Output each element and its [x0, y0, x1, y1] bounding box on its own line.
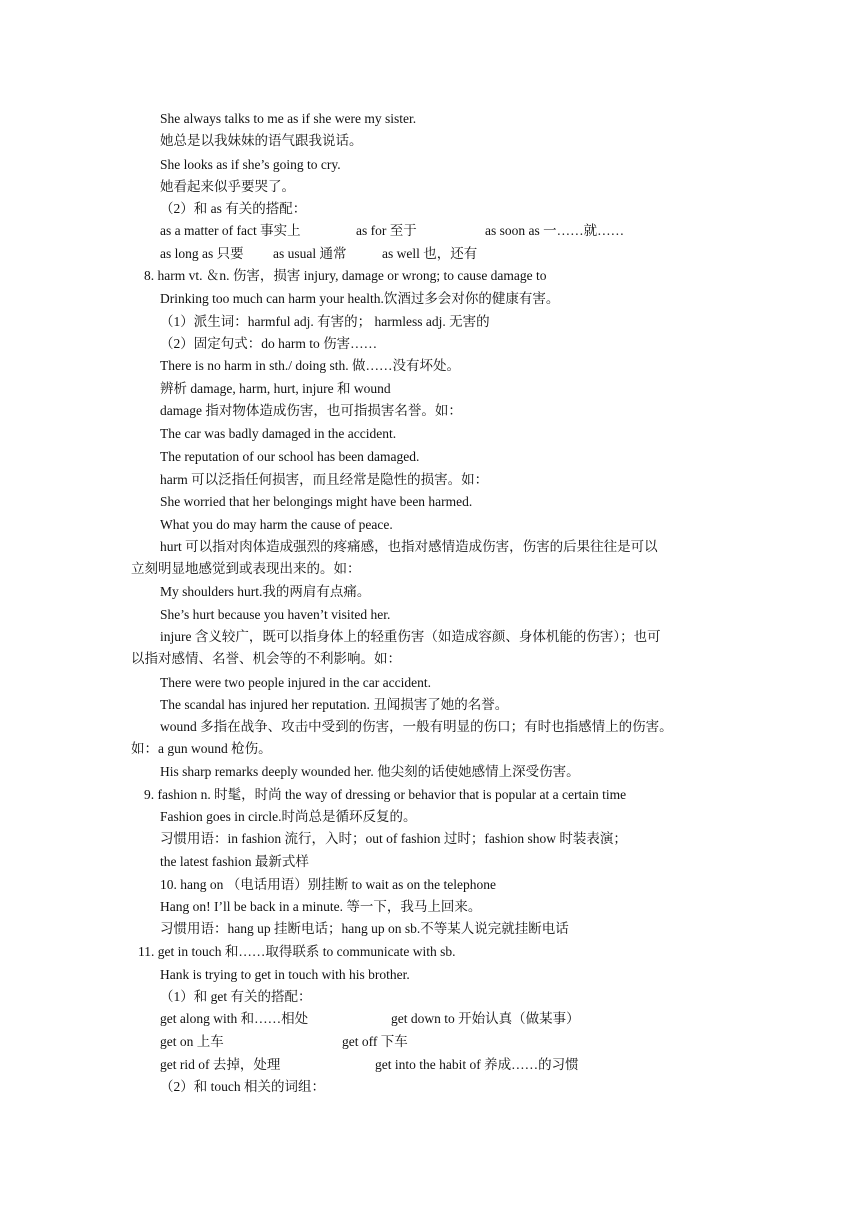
idiom-line: 习惯用语：in fashion 流行，入时；out of fashion 过时；fashion show 时装表演；: [160, 831, 627, 846]
definition-line: damage 指对物体造成伤害，也可指损害名誉。如：: [160, 403, 462, 418]
definition-line: wound 多指在战争、攻击中受到的伤害，一般有明显的伤口；有时也指感情上的伤害。: [160, 719, 673, 734]
definition-line: harm 可以泛指任何损害，而且经常是隐性的损害。如：: [160, 472, 489, 487]
idiom-line: 习惯用语：hang up 挂断电话；hang up on sb.不等某人说完就挂断电话: [160, 921, 569, 936]
definition-line: hurt 可以指对肉体造成强烈的疼痛感，也指对感情造成伤害，伤害的后果往往是可以: [160, 539, 658, 554]
subsection-heading: （1）和 get 有关的搭配：: [160, 989, 312, 1004]
example-sentence: My shoulders hurt.我的两肩有点痛。: [160, 584, 371, 599]
example-sentence: His sharp remarks deeply wounded her. 他尖刻的话使她感情上深受伤害。: [160, 764, 580, 779]
fixed-pattern: There is no harm in sth./ doing sth. 做……没有坏处。: [160, 358, 460, 373]
example-sentence: The scandal has injured her reputation. 丑闻损害了她的名誉。: [160, 697, 509, 712]
example-translation: 她看起来似乎要哭了。: [160, 179, 295, 194]
phrase: as long as 只要: [160, 246, 244, 261]
example-sentence: She always talks to me as if she were my sister.: [160, 111, 417, 126]
example-translation: 她总是以我妹妹的语气跟我说话。: [160, 133, 363, 148]
example-sentence: What you do may harm the cause of peace.: [160, 517, 393, 532]
phrase: as a matter of fact 事实上: [160, 223, 301, 238]
phrase: as soon as 一……就……: [485, 223, 625, 238]
definition-line: 以指对感情、名誉、机会等的不利影响。如：: [131, 651, 401, 666]
derivative-line: （1）派生词：harmful adj. 有害的； harmless adj. 无害的: [160, 314, 490, 329]
analysis-heading: 辨析 damage, harm, hurt, injure 和 wound: [160, 381, 391, 396]
example-sentence: She worried that her belongings might have been harmed.: [160, 494, 473, 509]
example-sentence: Hank is trying to get in touch with his brother.: [160, 967, 410, 982]
phrase: get down to 开始认真（做某事）: [391, 1011, 580, 1026]
phrase: get into the habit of 养成……的习惯: [375, 1057, 579, 1072]
example-sentence: The car was badly damaged in the accident.: [160, 426, 397, 441]
phrase: as for 至于: [356, 223, 417, 238]
example-sentence: Fashion goes in circle.时尚总是循环反复的。: [160, 809, 417, 824]
example-sentence: She’s hurt because you haven’t visited her.: [160, 607, 391, 622]
phrase: get along with 和……相处: [160, 1011, 309, 1026]
definition-line: injure 含义较广，既可以指身体上的轻重伤害（如造成容颜、身体机能的伤害）；也可: [160, 629, 661, 644]
example-sentence: There were two people injured in the car accident.: [160, 675, 431, 690]
phrase: get off 下车: [342, 1034, 408, 1049]
subsection-heading: （2）和 as 有关的搭配：: [160, 201, 307, 216]
example-sentence: She looks as if she’s going to cry.: [160, 157, 341, 172]
entry-heading: 10. hang on （电话用语）别挂断 to wait as on the telephone: [160, 877, 496, 892]
subsection-heading: （2）和 touch 相关的词组：: [160, 1079, 325, 1094]
phrase: as well 也，还有: [382, 246, 478, 261]
phrase: as usual 通常: [273, 246, 347, 261]
definition-line: 立刻明显地感觉到或表现出来的。如：: [131, 561, 361, 576]
example-sentence: Hang on! I’ll be back in a minute. 等一下，我马上回来。: [160, 899, 482, 914]
entry-heading: 8. harm vt. ＆n. 伤害，损害 injury, damage or wrong; to cause damage to: [144, 268, 547, 283]
entry-heading: 9. fashion n. 时髦，时尚 the way of dressing or behavior that is popular at a certain time: [144, 787, 627, 802]
phrase: get on 上车: [160, 1034, 224, 1049]
example-sentence: The reputation of our school has been damaged.: [160, 449, 420, 464]
phrase: get rid of 去掉，处理: [160, 1057, 281, 1072]
fixed-pattern: （2）固定句式：do harm to 伤害……: [160, 336, 378, 351]
entry-heading: 11. get in touch 和……取得联系 to communicate with sb.: [138, 944, 456, 959]
example-sentence: Drinking too much can harm your health.饮酒过多会对你的健康有害。: [160, 291, 560, 306]
definition-line: 如：a gun wound 枪伤。: [131, 741, 272, 756]
idiom-line: the latest fashion 最新式样: [160, 854, 309, 869]
